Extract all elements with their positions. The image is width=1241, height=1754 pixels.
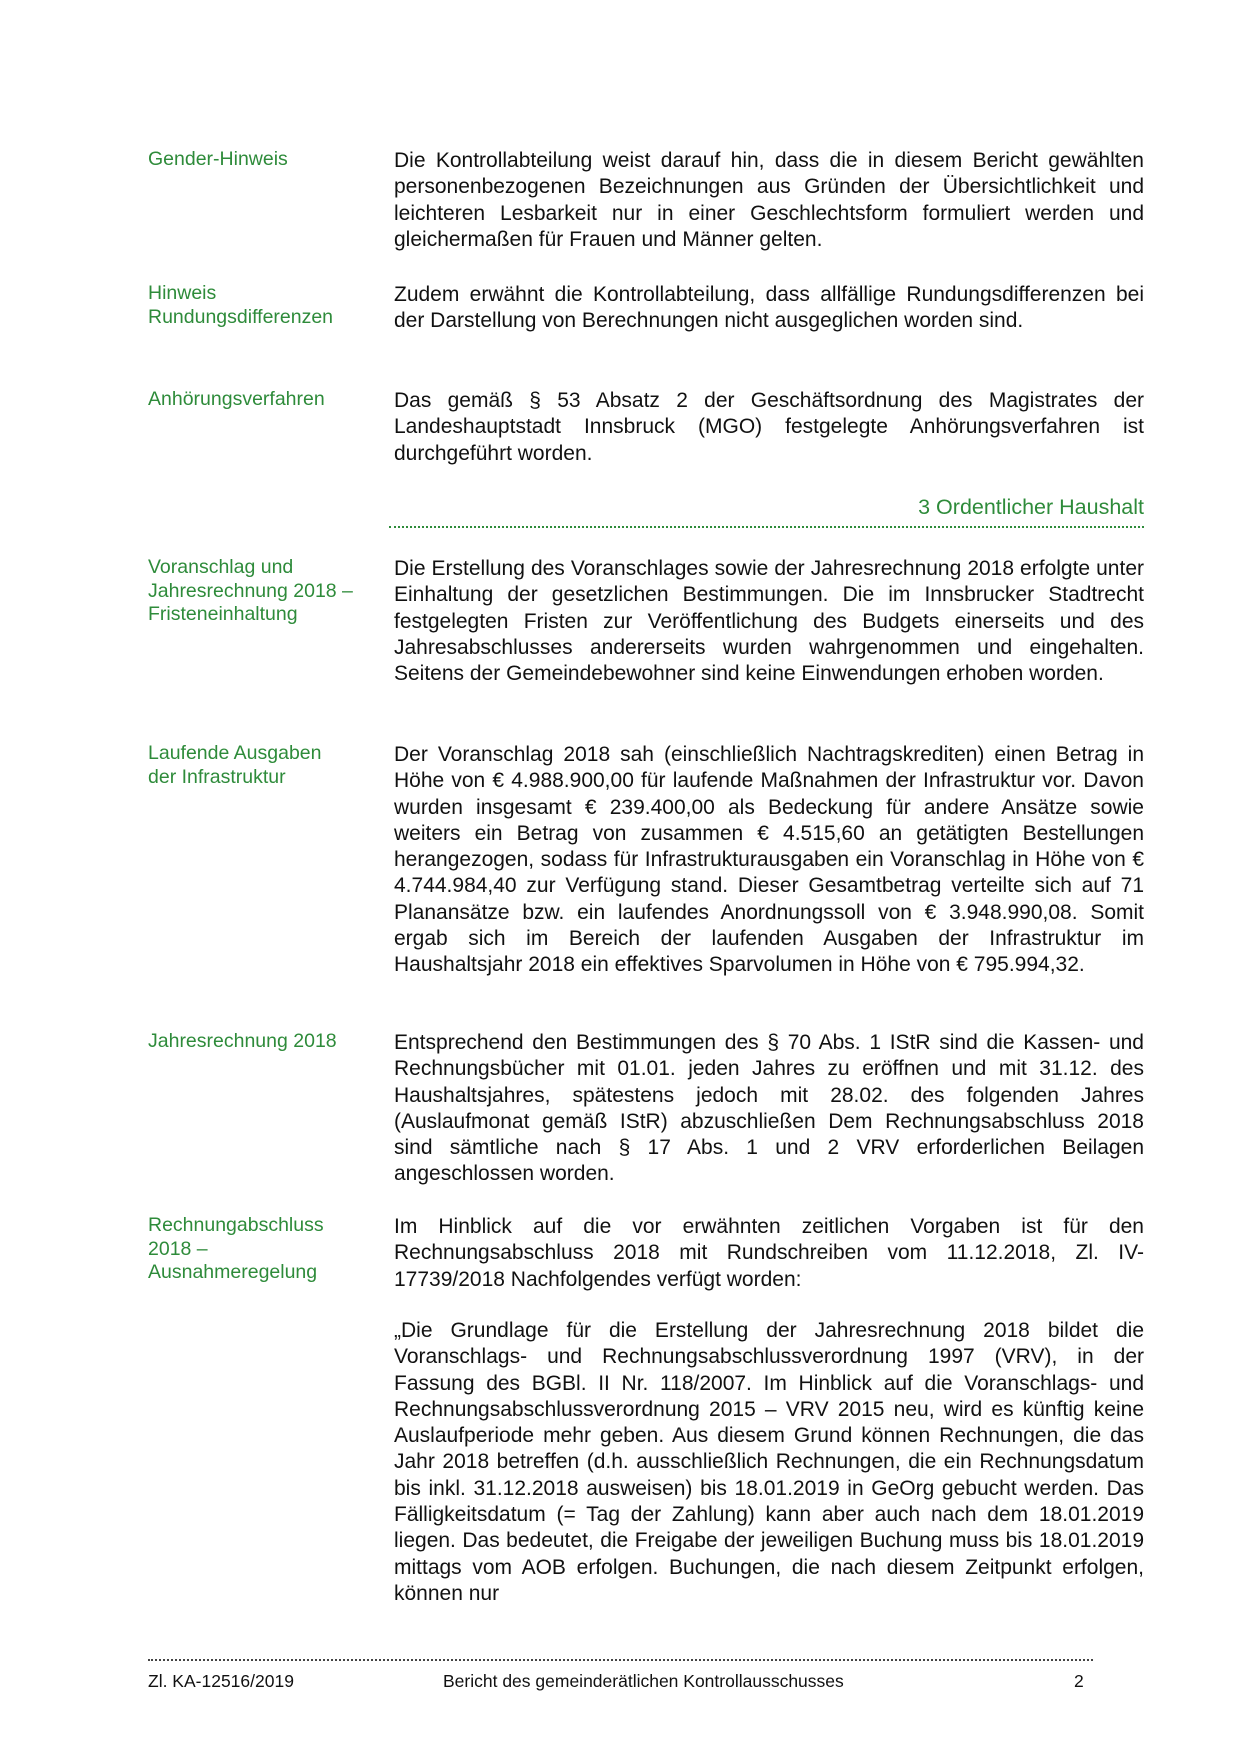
paragraph-fristeneinhaltung bbox=[394, 556, 1144, 687]
margin-label-line: der Infrastruktur bbox=[148, 765, 286, 788]
margin-label-rundungsdifferenzen bbox=[148, 282, 378, 329]
margin-label-line: Jahresrechnung 2018 bbox=[148, 1030, 337, 1052]
margin-label-line: 2018 – bbox=[148, 1237, 208, 1260]
margin-label-line: Fristeneinhaltung bbox=[148, 603, 298, 625]
margin-label-line: Ausnahmeregelung bbox=[148, 1261, 318, 1283]
heading-dotted-rule bbox=[389, 526, 1144, 528]
footer-title: Bericht des gemeinderätlichen Kontrollausschusses bbox=[443, 1671, 844, 1691]
paragraph-text: Im Hinblick auf die vor erwähnten zeitlichen Vorgaben ist für den Rechnungsabschluss 2018 mit Rundschreiben vom 11.12.2018, Zl. IV-17739/2018 Nachfolgendes verfügt worden: bbox=[394, 1215, 1144, 1291]
paragraph-text: „Die Grundlage für die Erstellung der Jahresrechnung 2018 bildet die Voranschlags- und Rechnungsabschlussverordnung 1997 (VRV), in der Fassung des BGBl. II Nr. 118/2007. Im Hinblick auf die Voranschlags- und Rechnungsabschlussverordnung 2015 – VRV 2015 neu, wird es künftig keine Auslaufperiode mehr geben. Aus diesem Grund können Rechnungen, die das Jahr 2018 betreffen (d.h. ausschließlich Rechnungen, die ein Rechnungsdatum bis inkl. 31.12.2018 ausweisen) bis 18.01.2019 in GeOrg gebucht werden. Das Fälligkeitsdatum (= Tag der Zahlung) kann aber auch nach dem 18.01.2019 liegen. Das bedeutet, die Freigabe der jeweiligen Buchung muss bis 18.01.2019 mittags vom AOB erfolgen. Buchungen, die nach diesem Zeitpunkt erfolgen, können nur bbox=[394, 1319, 1144, 1605]
margin-label-line: Gender-Hinweis bbox=[148, 148, 288, 170]
margin-label-laufende-ausgaben bbox=[148, 742, 378, 789]
paragraph-laufende-ausgaben bbox=[394, 742, 1144, 979]
paragraph-text: Die Kontrollabteilung weist darauf hin, dass die in diesem Bericht gewählten personenbezogenen Bezeichnungen aus Gründen der Übersichtlichkeit und leichteren Lesbarkeit nur in einer Geschlechtsform formuliert werden und gleichermaßen für Frauen und Männer gelten. bbox=[394, 149, 1144, 251]
page-number: 2 bbox=[1074, 1671, 1084, 1691]
paragraph-text: Die Erstellung des Voranschlages sowie der Jahresrechnung 2018 erfolgte unter Einhaltung der gesetzlichen Bestimmungen. Die im Innsbrucker Stadtrecht festgelegten Fristen zur Veröffentlichung des Budgets einerseits und des Jahresabschlusses andererseits wurden wahrgenommen und eingehalten. Seitens der Gemeindebewohner sind keine Einwendungen erhoben worden. bbox=[394, 557, 1144, 686]
paragraph-jahresrechnung bbox=[394, 1030, 1144, 1188]
margin-label-fristeneinhaltung bbox=[148, 556, 378, 627]
chapter-heading: 3 Ordentlicher Haushalt bbox=[918, 495, 1144, 519]
margin-label-line: Laufende Ausgaben bbox=[148, 742, 322, 764]
paragraph-text: Zudem erwähnt die Kontrollabteilung, dass allfällige Rundungsdifferenzen bei der Darstellung von Berechnungen nicht ausgeglichen worden sind. bbox=[394, 283, 1144, 333]
margin-label-line: Rechnungabschluss bbox=[148, 1214, 324, 1236]
margin-label-ausnahmeregelung bbox=[148, 1214, 378, 1285]
margin-label-line: Voranschlag und bbox=[148, 556, 294, 578]
margin-label-gender-hinweis bbox=[148, 148, 378, 172]
margin-label-line: Hinweis bbox=[148, 282, 217, 304]
paragraph-anhoerungsverfahren bbox=[394, 388, 1144, 467]
paragraph-ausnahmeregelung bbox=[394, 1214, 1144, 1293]
margin-label-line: Rundungsdifferenzen bbox=[148, 305, 334, 328]
margin-label-anhoerungsverfahren bbox=[148, 388, 378, 412]
margin-label-jahresrechnung bbox=[148, 1030, 378, 1054]
footer-dotted-rule bbox=[148, 1659, 1093, 1661]
paragraph-text: Der Voranschlag 2018 sah (einschließlich Nachtragskrediten) einen Betrag in Höhe von € 4.988.900,00 für laufende Maßnahmen der Infrastruktur vor. Davon wurden insgesamt € 239.400,00 als Bedeckung für andere Ansätze sowie weiters ein Betrag von zusammen € 4.515,60 an getätigten Bestellungen herangezogen, sodass für Infrastrukturausgaben ein Voranschlag in Höhe von € 4.744.984,40 zur Verfügung stand. Dieser Gesamtbetrag verteilte sich auf 71 Planansätze bzw. ein laufendes Anordnungssoll von € 3.948.990,08. Somit ergab sich im Bereich der laufenden Ausgaben der Infrastruktur im Haushaltsjahr 2018 ein effektives Sparvolumen in Höhe von € 795.994,32. bbox=[394, 743, 1144, 977]
paragraph-rundungsdifferenzen bbox=[394, 282, 1144, 335]
footer-reference: Zl. KA-12516/2019 bbox=[148, 1671, 294, 1691]
margin-label-line: Anhörungsverfahren bbox=[148, 388, 325, 410]
paragraph-gender-hinweis bbox=[394, 148, 1144, 253]
margin-label-line: Jahresrechnung 2018 – bbox=[148, 579, 353, 602]
paragraph-text: Das gemäß § 53 Absatz 2 der Geschäftsordnung des Magistrates der Landeshauptstadt Innsbruck (MGO) festgelegte Anhörungsverfahren ist durchgeführt worden. bbox=[394, 389, 1144, 465]
quoted-paragraph-rundschreiben bbox=[394, 1318, 1144, 1607]
paragraph-text: Entsprechend den Bestimmungen des § 70 Abs. 1 IStR sind die Kassen- und Rechnungsbücher mit 01.01. jeden Jahres zu eröffnen und mit 31.12. des Haushaltsjahres, spätestens jedoch mit 28.02. des folgenden Jahres (Auslaufmonat gemäß IStR) abzuschließen Dem Rechnungsabschluss 2018 sind sämtliche nach § 17 Abs. 1 und 2 VRV erforderlichen Beilagen angeschlossen worden. bbox=[394, 1031, 1144, 1186]
